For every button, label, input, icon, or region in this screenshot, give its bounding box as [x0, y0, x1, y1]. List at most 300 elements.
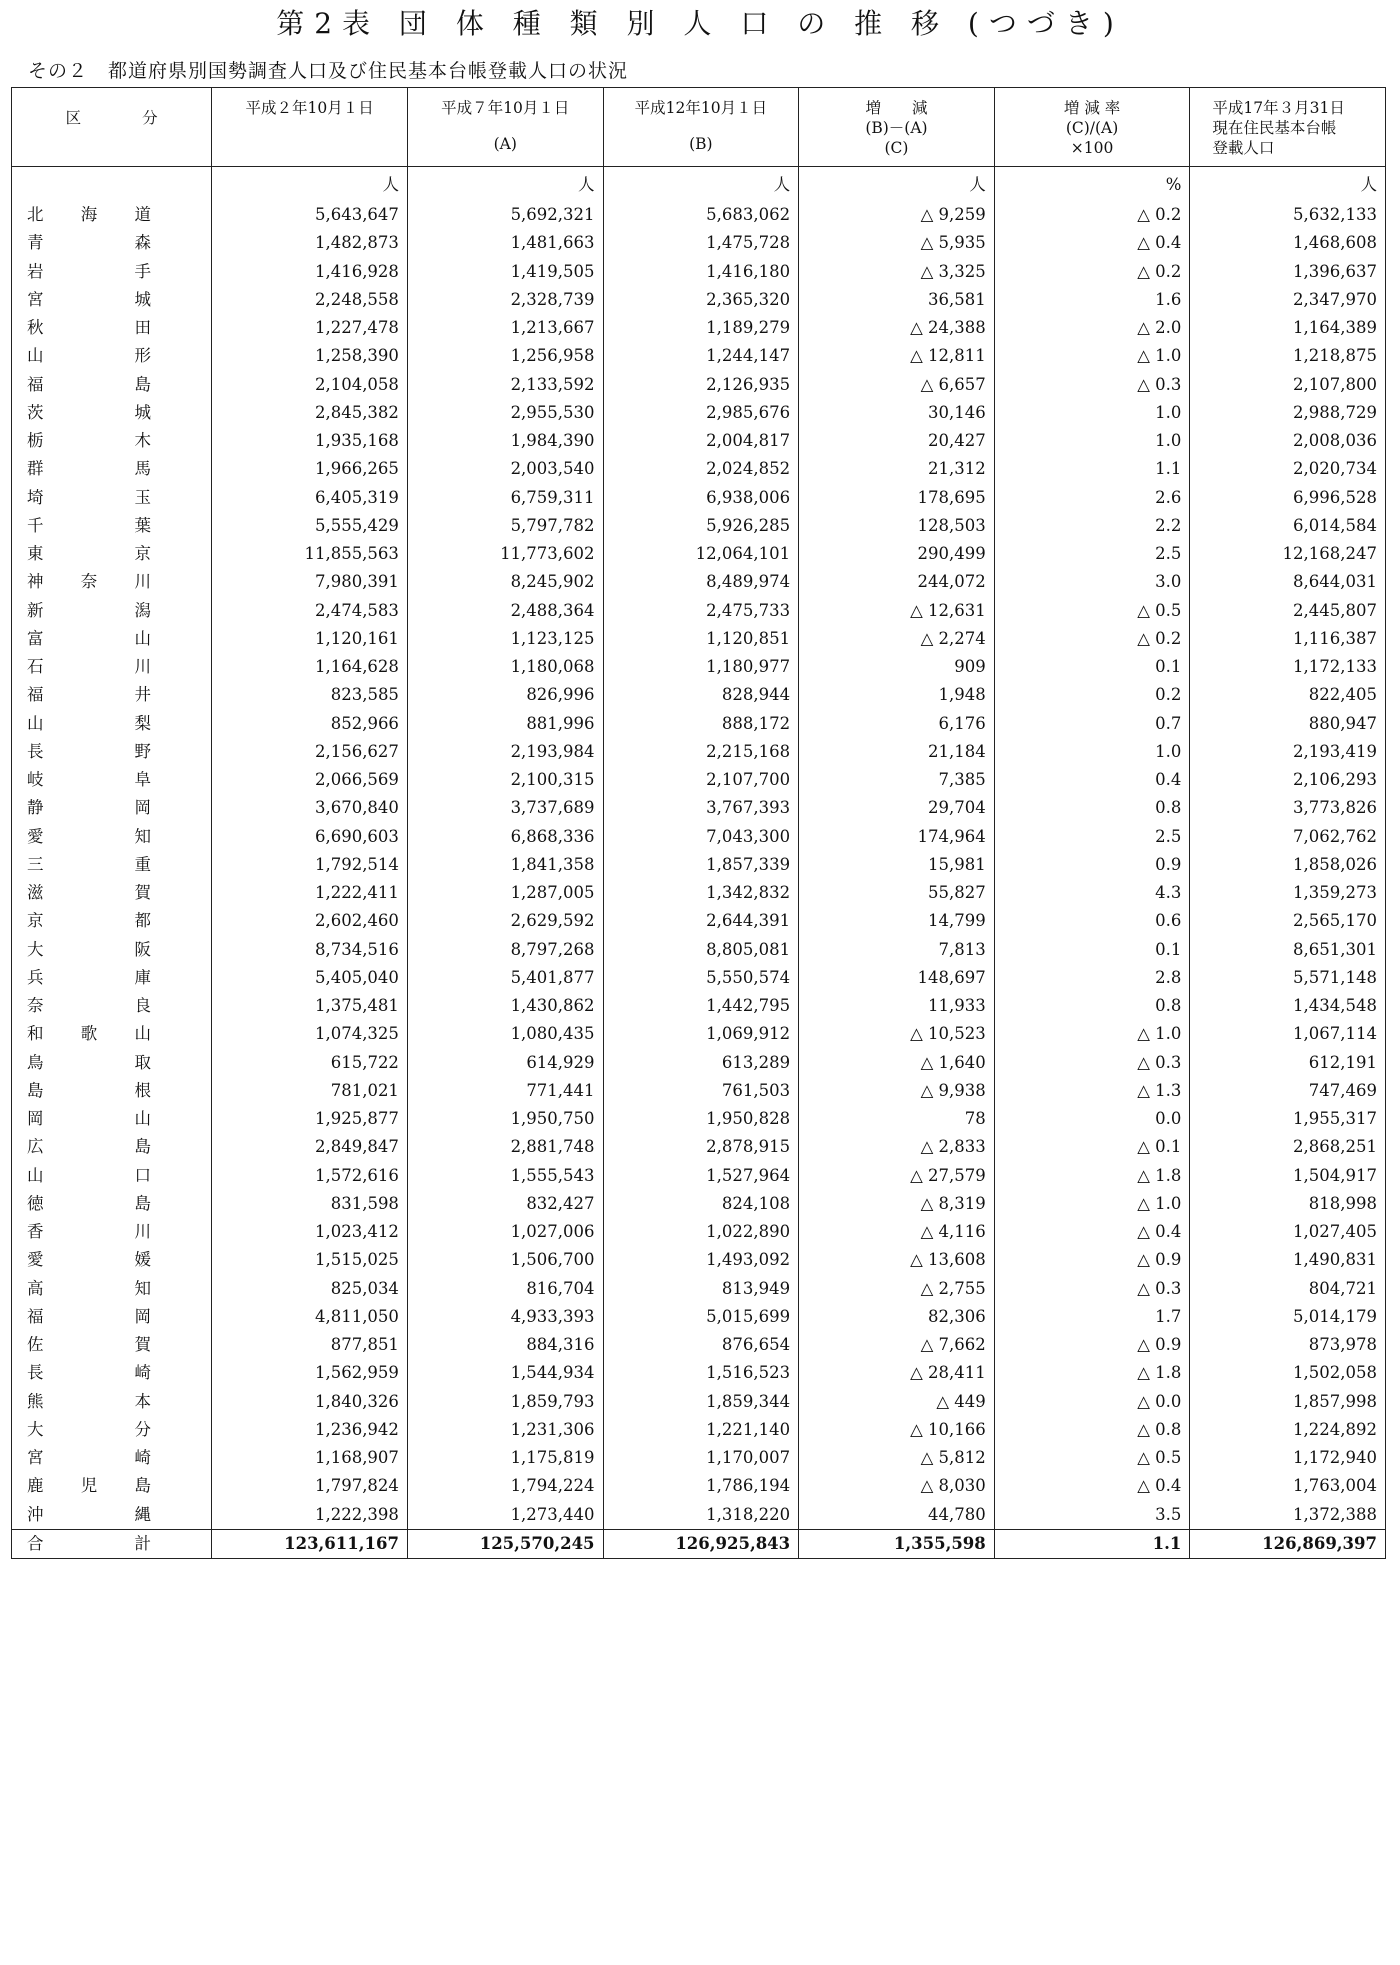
value-cell: 1,797,824: [212, 1472, 408, 1500]
value-cell: 828,944: [603, 681, 799, 709]
value-cell: 852,966: [212, 710, 408, 738]
units-cell: %: [994, 167, 1190, 202]
value-cell: 2,156,627: [212, 738, 408, 766]
value-cell: 1,273,440: [407, 1501, 603, 1530]
header-ku: 区: [65, 109, 82, 127]
header-h12: 平成12年10月１日 (B): [603, 88, 799, 167]
value-cell: 2,193,984: [407, 738, 603, 766]
header-row: [12, 88, 1386, 167]
prefecture-cell: [12, 1359, 212, 1387]
value-cell: 174,964: [799, 823, 995, 851]
table-row: [12, 681, 1386, 709]
value-cell: △ 0.8: [994, 1416, 1190, 1444]
value-cell: 1,224,892: [1190, 1416, 1386, 1444]
prefecture-char: 城: [134, 402, 151, 422]
prefecture-char: 高: [27, 1278, 44, 1298]
value-cell: 1,515,025: [212, 1246, 408, 1274]
value-cell: 880,947: [1190, 710, 1386, 738]
prefecture-char: 葉: [134, 515, 151, 535]
prefecture-cell: [12, 992, 212, 1020]
header-increase: 増 減 (B)－(A) (C): [799, 88, 995, 167]
value-cell: 15,981: [799, 851, 995, 879]
prefecture-char: 沖: [27, 1504, 44, 1524]
value-cell: 1,925,877: [212, 1105, 408, 1133]
prefecture-char: 分: [134, 1419, 151, 1439]
prefecture-char: 富: [27, 628, 44, 648]
value-cell: △ 10,166: [799, 1416, 995, 1444]
value-cell: 1,355,598: [799, 1529, 995, 1558]
value-cell: 1,175,819: [407, 1444, 603, 1472]
prefecture-char: 福: [27, 685, 44, 705]
value-cell: 1,213,667: [407, 314, 603, 342]
value-cell: 2,644,391: [603, 907, 799, 935]
value-cell: 909: [799, 653, 995, 681]
value-cell: △ 2,274: [799, 625, 995, 653]
value-cell: △ 4,116: [799, 1218, 995, 1246]
value-cell: 6,014,584: [1190, 512, 1386, 540]
table-row: [12, 1190, 1386, 1218]
value-cell: 3,767,393: [603, 794, 799, 822]
value-cell: 888,172: [603, 710, 799, 738]
value-cell: 873,978: [1190, 1331, 1386, 1359]
value-cell: 7,813: [799, 936, 995, 964]
value-cell: △ 12,631: [799, 597, 995, 625]
table-row: [12, 1275, 1386, 1303]
value-cell: 2,602,460: [212, 907, 408, 935]
table-row: [12, 794, 1386, 822]
value-cell: 615,722: [212, 1049, 408, 1077]
value-cell: △ 1.0: [994, 1190, 1190, 1218]
prefecture-cell: [12, 1529, 212, 1558]
value-cell: 1,231,306: [407, 1416, 603, 1444]
prefecture-char: 島: [134, 1137, 151, 1157]
table-row: [12, 427, 1386, 455]
table-subtitle: その２ 都道府県別国勢調査人口及び住民基本台帳登載人口の状況: [28, 60, 629, 82]
value-cell: △ 0.5: [994, 597, 1190, 625]
value-cell: 2,024,852: [603, 455, 799, 483]
value-cell: 244,072: [799, 568, 995, 596]
prefecture-cell: [12, 710, 212, 738]
value-cell: 126,869,397: [1190, 1529, 1386, 1558]
value-cell: 1,218,875: [1190, 342, 1386, 370]
value-cell: 747,469: [1190, 1077, 1386, 1105]
prefecture-cell: [12, 286, 212, 314]
table-row: [12, 992, 1386, 1020]
value-cell: 1,120,851: [603, 625, 799, 653]
prefecture-char: 山: [134, 1109, 151, 1129]
prefecture-char: 森: [134, 233, 151, 253]
value-cell: 7,062,762: [1190, 823, 1386, 851]
value-cell: 1.1: [994, 455, 1190, 483]
value-cell: 816,704: [407, 1275, 603, 1303]
value-cell: 3,670,840: [212, 794, 408, 822]
value-cell: 1,189,279: [603, 314, 799, 342]
value-cell: 1.0: [994, 399, 1190, 427]
prefecture-cell: [12, 399, 212, 427]
value-cell: 4,811,050: [212, 1303, 408, 1331]
table-row: [12, 1020, 1386, 1048]
prefecture-char: 都: [134, 911, 151, 931]
table-row: [12, 540, 1386, 568]
value-cell: △ 1.0: [994, 1020, 1190, 1048]
value-cell: 1,966,265: [212, 455, 408, 483]
value-cell: 1,506,700: [407, 1246, 603, 1274]
prefecture-cell: [12, 201, 212, 229]
value-cell: 822,405: [1190, 681, 1386, 709]
value-cell: 1,786,194: [603, 1472, 799, 1500]
value-cell: 0.0: [994, 1105, 1190, 1133]
value-cell: 2,868,251: [1190, 1133, 1386, 1161]
value-cell: △ 24,388: [799, 314, 995, 342]
value-cell: 1.6: [994, 286, 1190, 314]
value-cell: 21,312: [799, 455, 995, 483]
value-cell: 1,504,917: [1190, 1162, 1386, 1190]
prefecture-char: 潟: [134, 600, 151, 620]
prefecture-char: 東: [27, 544, 44, 564]
value-cell: △ 5,935: [799, 229, 995, 257]
value-cell: 1,859,344: [603, 1388, 799, 1416]
prefecture-char: 歌: [80, 1024, 98, 1044]
value-cell: 2,133,592: [407, 371, 603, 399]
value-cell: 825,034: [212, 1275, 408, 1303]
table-row: [12, 1077, 1386, 1105]
prefecture-char: 川: [134, 657, 151, 677]
value-cell: 1,442,795: [603, 992, 799, 1020]
prefecture-char: 奈: [27, 996, 44, 1016]
value-cell: 0.4: [994, 766, 1190, 794]
value-cell: 1.0: [994, 427, 1190, 455]
prefecture-char: 木: [134, 431, 151, 451]
value-cell: 824,108: [603, 1190, 799, 1218]
prefecture-char: 滋: [27, 883, 44, 903]
value-cell: △ 5,812: [799, 1444, 995, 1472]
page-title: 第2表 団 体 種 類 別 人 口 の 推 移 (つづき): [276, 7, 1124, 40]
value-cell: 11,933: [799, 992, 995, 1020]
value-cell: 0.2: [994, 681, 1190, 709]
value-cell: △ 0.0: [994, 1388, 1190, 1416]
value-cell: 1,172,133: [1190, 653, 1386, 681]
prefecture-char: 阪: [134, 939, 151, 959]
value-cell: 1,027,006: [407, 1218, 603, 1246]
value-cell: 6,405,319: [212, 484, 408, 512]
prefecture-char: 群: [27, 459, 44, 479]
value-cell: △ 9,938: [799, 1077, 995, 1105]
table-row: [12, 1303, 1386, 1331]
value-cell: 1,258,390: [212, 342, 408, 370]
value-cell: 2,985,676: [603, 399, 799, 427]
prefecture-cell: [12, 851, 212, 879]
prefecture-char: 阜: [134, 770, 151, 790]
table-row: [12, 512, 1386, 540]
value-cell: 1,164,628: [212, 653, 408, 681]
value-cell: 2,878,915: [603, 1133, 799, 1161]
prefecture-char: 熊: [27, 1391, 44, 1411]
value-cell: 6,759,311: [407, 484, 603, 512]
prefecture-char: 岡: [134, 1306, 151, 1326]
value-cell: 178,695: [799, 484, 995, 512]
table-row: [12, 568, 1386, 596]
value-cell: 1,170,007: [603, 1444, 799, 1472]
value-cell: 1,502,058: [1190, 1359, 1386, 1387]
value-cell: 126,925,843: [603, 1529, 799, 1558]
table-row: [12, 823, 1386, 851]
value-cell: 2,445,807: [1190, 597, 1386, 625]
value-cell: 5,632,133: [1190, 201, 1386, 229]
value-cell: 2,849,847: [212, 1133, 408, 1161]
value-cell: 1.7: [994, 1303, 1190, 1331]
prefecture-char: 新: [27, 600, 44, 620]
prefecture-cell: [12, 1246, 212, 1274]
value-cell: 1.1: [994, 1529, 1190, 1558]
value-cell: 1,180,977: [603, 653, 799, 681]
table-row: [12, 484, 1386, 512]
value-cell: 1,120,161: [212, 625, 408, 653]
value-cell: 2,475,733: [603, 597, 799, 625]
value-cell: △ 2,833: [799, 1133, 995, 1161]
value-cell: 290,499: [799, 540, 995, 568]
table-row: [12, 314, 1386, 342]
units-cell: 人: [407, 167, 603, 202]
value-cell: 2,107,700: [603, 766, 799, 794]
header-h2: 平成２年10月１日: [212, 88, 408, 167]
prefecture-char: 岐: [27, 770, 44, 790]
value-cell: △ 9,259: [799, 201, 995, 229]
value-cell: 1,372,388: [1190, 1501, 1386, 1530]
value-cell: 5,643,647: [212, 201, 408, 229]
value-cell: 6,868,336: [407, 823, 603, 851]
value-cell: 2,215,168: [603, 738, 799, 766]
value-cell: 1,022,890: [603, 1218, 799, 1246]
prefecture-char: 手: [134, 261, 151, 281]
prefecture-char: 静: [27, 798, 44, 818]
value-cell: 3.0: [994, 568, 1190, 596]
value-cell: 818,998: [1190, 1190, 1386, 1218]
value-cell: △ 0.9: [994, 1246, 1190, 1274]
value-cell: 826,996: [407, 681, 603, 709]
prefecture-cell: [12, 1218, 212, 1246]
prefecture-cell: [12, 455, 212, 483]
prefecture-char: 兵: [27, 967, 44, 987]
table-row: [12, 1359, 1386, 1387]
value-cell: 2,004,817: [603, 427, 799, 455]
value-cell: 0.1: [994, 653, 1190, 681]
units-cell: 人: [799, 167, 995, 202]
value-cell: △ 0.2: [994, 258, 1190, 286]
table-row: [12, 399, 1386, 427]
value-cell: 1,950,828: [603, 1105, 799, 1133]
value-cell: △ 8,030: [799, 1472, 995, 1500]
value-cell: 2,365,320: [603, 286, 799, 314]
value-cell: 1,481,663: [407, 229, 603, 257]
prefecture-char: 賀: [134, 883, 151, 903]
table-row: [12, 766, 1386, 794]
prefecture-char: 栃: [27, 431, 44, 451]
value-cell: 5,797,782: [407, 512, 603, 540]
prefecture-char: 徳: [27, 1193, 44, 1213]
value-cell: 1,935,168: [212, 427, 408, 455]
prefecture-char: 北: [27, 205, 44, 225]
value-cell: △ 13,608: [799, 1246, 995, 1274]
value-cell: 612,191: [1190, 1049, 1386, 1077]
prefecture-char: 山: [27, 713, 44, 733]
prefecture-char: 福: [27, 1306, 44, 1326]
prefecture-char: 馬: [134, 459, 151, 479]
value-cell: 2,488,364: [407, 597, 603, 625]
prefecture-char: 島: [27, 1080, 44, 1100]
value-cell: 1,342,832: [603, 879, 799, 907]
prefecture-cell: [12, 1162, 212, 1190]
value-cell: 1,069,912: [603, 1020, 799, 1048]
header-rate: 増 減 率 (C)/(A) ×100: [994, 88, 1190, 167]
prefecture-cell: [12, 1190, 212, 1218]
prefecture-char: 愛: [27, 1250, 44, 1270]
prefecture-char: 神: [27, 572, 44, 592]
value-cell: 1,434,548: [1190, 992, 1386, 1020]
prefecture-cell: [12, 1444, 212, 1472]
value-cell: 2,193,419: [1190, 738, 1386, 766]
value-cell: 2,106,293: [1190, 766, 1386, 794]
prefecture-cell: [12, 540, 212, 568]
value-cell: 20,427: [799, 427, 995, 455]
value-cell: 4.3: [994, 879, 1190, 907]
value-cell: △ 0.4: [994, 1218, 1190, 1246]
value-cell: 11,773,602: [407, 540, 603, 568]
table-row: [12, 1246, 1386, 1274]
value-cell: 1,164,389: [1190, 314, 1386, 342]
value-cell: 1,244,147: [603, 342, 799, 370]
value-cell: 823,585: [212, 681, 408, 709]
value-cell: 781,021: [212, 1077, 408, 1105]
value-cell: 1,430,862: [407, 992, 603, 1020]
value-cell: 2,066,569: [212, 766, 408, 794]
value-cell: 29,704: [799, 794, 995, 822]
value-cell: △ 1.0: [994, 342, 1190, 370]
table-row: [12, 371, 1386, 399]
value-cell: 2,845,382: [212, 399, 408, 427]
table-row: [12, 625, 1386, 653]
value-cell: 1,475,728: [603, 229, 799, 257]
value-cell: 36,581: [799, 286, 995, 314]
value-cell: 0.1: [994, 936, 1190, 964]
prefecture-char: 奈: [80, 572, 98, 592]
value-cell: 5,571,148: [1190, 964, 1386, 992]
prefecture-cell: [12, 907, 212, 935]
value-cell: 1,840,326: [212, 1388, 408, 1416]
value-cell: 148,697: [799, 964, 995, 992]
table-row: [12, 455, 1386, 483]
value-cell: 832,427: [407, 1190, 603, 1218]
value-cell: 2,347,970: [1190, 286, 1386, 314]
value-cell: 0.9: [994, 851, 1190, 879]
value-cell: 4,933,393: [407, 1303, 603, 1331]
prefecture-cell: [12, 794, 212, 822]
value-cell: 2,988,729: [1190, 399, 1386, 427]
value-cell: 5,683,062: [603, 201, 799, 229]
value-cell: 2,008,036: [1190, 427, 1386, 455]
prefecture-cell: [12, 229, 212, 257]
value-cell: 1,792,514: [212, 851, 408, 879]
table-row: [12, 258, 1386, 286]
value-cell: 1,123,125: [407, 625, 603, 653]
value-cell: 1,527,964: [603, 1162, 799, 1190]
value-cell: 1,416,928: [212, 258, 408, 286]
prefecture-char: 大: [27, 939, 44, 959]
prefecture-char: 千: [27, 515, 44, 535]
value-cell: 2,881,748: [407, 1133, 603, 1161]
value-cell: 1,116,387: [1190, 625, 1386, 653]
value-cell: 1,955,317: [1190, 1105, 1386, 1133]
value-cell: 831,598: [212, 1190, 408, 1218]
value-cell: 1,859,793: [407, 1388, 603, 1416]
prefecture-char: 山: [27, 1165, 44, 1185]
value-cell: 1,168,907: [212, 1444, 408, 1472]
value-cell: 2,003,540: [407, 455, 603, 483]
value-cell: 1,419,505: [407, 258, 603, 286]
table-row: [12, 1218, 1386, 1246]
value-cell: 2,955,530: [407, 399, 603, 427]
value-cell: 2,248,558: [212, 286, 408, 314]
table-row: [12, 229, 1386, 257]
value-cell: 44,780: [799, 1501, 995, 1530]
value-cell: 1,794,224: [407, 1472, 603, 1500]
prefecture-char: 岩: [27, 261, 44, 281]
prefecture-char: 埼: [27, 487, 44, 507]
table-row: [12, 1133, 1386, 1161]
prefecture-cell: [12, 258, 212, 286]
value-cell: 2,565,170: [1190, 907, 1386, 935]
prefecture-cell: [12, 653, 212, 681]
table-row: [12, 1472, 1386, 1500]
value-cell: 8,797,268: [407, 936, 603, 964]
prefecture-char: 福: [27, 374, 44, 394]
value-cell: 1,222,411: [212, 879, 408, 907]
prefecture-cell: [12, 625, 212, 653]
table-row: [12, 597, 1386, 625]
value-cell: 8,245,902: [407, 568, 603, 596]
value-cell: 2,020,734: [1190, 455, 1386, 483]
value-cell: 0.6: [994, 907, 1190, 935]
prefecture-cell: [12, 512, 212, 540]
value-cell: 1,857,339: [603, 851, 799, 879]
prefecture-cell: [12, 1105, 212, 1133]
prefecture-char: 玉: [134, 487, 151, 507]
prefecture-char: 宮: [27, 1448, 44, 1468]
prefecture-cell: [12, 568, 212, 596]
prefecture-char: 山: [27, 346, 44, 366]
value-cell: 5,015,699: [603, 1303, 799, 1331]
prefecture-cell: [12, 1020, 212, 1048]
value-cell: 5,550,574: [603, 964, 799, 992]
value-cell: 1.0: [994, 738, 1190, 766]
prefecture-char: 川: [134, 1222, 151, 1242]
population-table: [11, 87, 1386, 1559]
table-row: [12, 286, 1386, 314]
prefecture-char: 根: [134, 1080, 151, 1100]
value-cell: 1,287,005: [407, 879, 603, 907]
value-cell: 2.8: [994, 964, 1190, 992]
prefecture-char: 縄: [134, 1504, 151, 1524]
prefecture-cell: [12, 738, 212, 766]
value-cell: 2.2: [994, 512, 1190, 540]
value-cell: △ 0.4: [994, 229, 1190, 257]
value-cell: 8,644,031: [1190, 568, 1386, 596]
prefecture-char: 三: [27, 854, 44, 874]
prefecture-char: 知: [134, 1278, 151, 1298]
value-cell: 1,023,412: [212, 1218, 408, 1246]
value-cell: 6,996,528: [1190, 484, 1386, 512]
value-cell: 804,721: [1190, 1275, 1386, 1303]
table-row: [12, 1331, 1386, 1359]
